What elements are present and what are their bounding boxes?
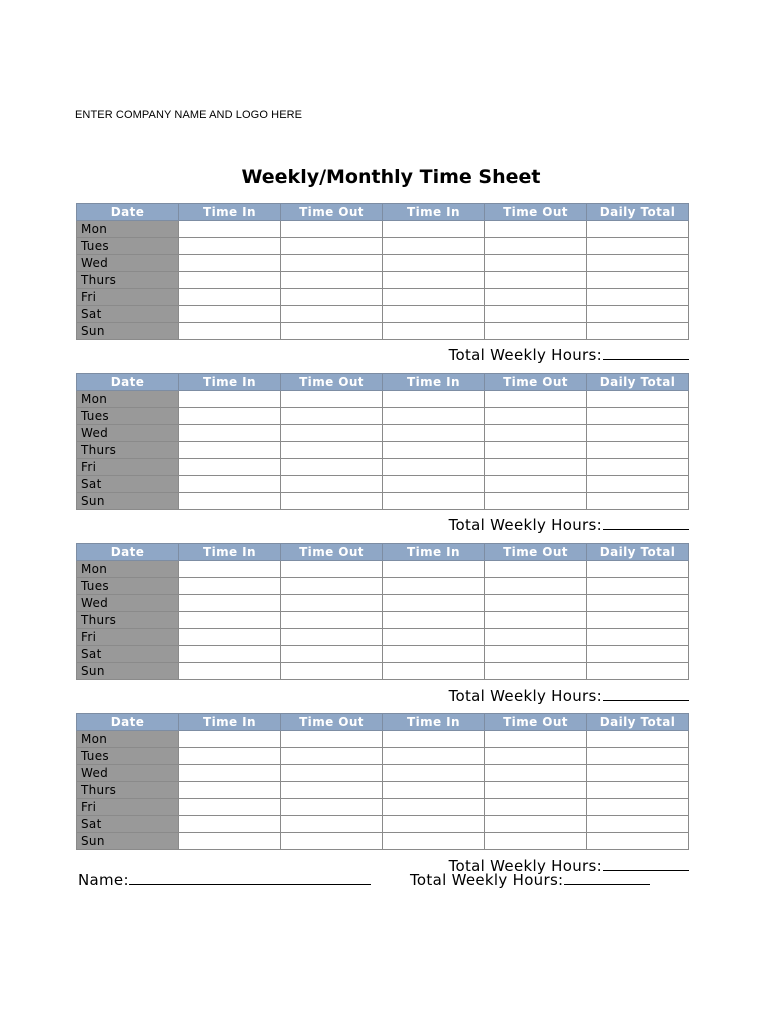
time-cell[interactable] xyxy=(383,646,485,663)
column-header: Time Out xyxy=(281,374,383,391)
footer-total-label: Total Weekly Hours: xyxy=(410,871,564,889)
column-header: Time Out xyxy=(281,544,383,561)
time-cell[interactable] xyxy=(587,612,689,629)
day-label: Tues xyxy=(77,408,179,425)
time-cell[interactable] xyxy=(485,816,587,833)
header-row xyxy=(77,714,689,731)
week-table-1 xyxy=(76,203,689,340)
time-cell[interactable] xyxy=(281,663,383,680)
day-label: Sun xyxy=(77,833,179,850)
name-label: Name: xyxy=(78,871,129,889)
time-cell[interactable] xyxy=(281,782,383,799)
time-cell[interactable] xyxy=(383,391,485,408)
time-cell[interactable] xyxy=(383,493,485,510)
time-cell[interactable] xyxy=(281,442,383,459)
week-table-3 xyxy=(76,543,689,680)
time-cell[interactable] xyxy=(587,221,689,238)
time-cell[interactable] xyxy=(281,765,383,782)
table-row xyxy=(77,391,689,408)
time-cell[interactable] xyxy=(383,782,485,799)
column-header: Time Out xyxy=(485,204,587,221)
time-cell[interactable] xyxy=(485,408,587,425)
time-cell[interactable] xyxy=(179,425,281,442)
day-label: Wed xyxy=(77,595,179,612)
time-cell[interactable] xyxy=(281,391,383,408)
table-row xyxy=(77,255,689,272)
time-cell[interactable] xyxy=(383,425,485,442)
column-header: Date xyxy=(77,544,179,561)
table-row xyxy=(77,221,689,238)
time-cell[interactable] xyxy=(587,255,689,272)
time-cell[interactable] xyxy=(485,272,587,289)
table-row xyxy=(77,578,689,595)
name-field[interactable] xyxy=(129,870,371,885)
time-cell[interactable] xyxy=(485,629,587,646)
time-cell[interactable] xyxy=(383,442,485,459)
table-row xyxy=(77,782,689,799)
time-table xyxy=(76,713,689,850)
time-cell[interactable] xyxy=(587,646,689,663)
page-title: Weekly/Monthly Time Sheet xyxy=(241,166,541,188)
time-cell[interactable] xyxy=(587,238,689,255)
column-header: Time In xyxy=(383,714,485,731)
time-cell[interactable] xyxy=(281,221,383,238)
column-header: Daily Total xyxy=(587,204,689,221)
time-cell[interactable] xyxy=(383,408,485,425)
time-cell[interactable] xyxy=(485,748,587,765)
time-cell[interactable] xyxy=(383,255,485,272)
day-label: Wed xyxy=(77,255,179,272)
time-cell[interactable] xyxy=(587,765,689,782)
weekly-total-label: Total Weekly Hours: xyxy=(448,346,602,364)
time-cell[interactable] xyxy=(587,578,689,595)
column-header: Time Out xyxy=(485,374,587,391)
time-cell[interactable] xyxy=(179,816,281,833)
footer-total xyxy=(410,870,650,889)
time-cell[interactable] xyxy=(587,629,689,646)
weekly-total-label: Total Weekly Hours: xyxy=(448,516,602,534)
time-cell[interactable] xyxy=(179,238,281,255)
time-cell[interactable] xyxy=(281,459,383,476)
column-header: Daily Total xyxy=(587,374,689,391)
time-table xyxy=(76,373,689,510)
time-cell[interactable] xyxy=(179,272,281,289)
time-cell[interactable] xyxy=(485,578,587,595)
time-cell[interactable] xyxy=(281,578,383,595)
table-row xyxy=(77,595,689,612)
table-row xyxy=(77,663,689,680)
time-cell[interactable] xyxy=(485,493,587,510)
table-row xyxy=(77,425,689,442)
time-cell[interactable] xyxy=(179,782,281,799)
time-cell[interactable] xyxy=(179,561,281,578)
time-cell[interactable] xyxy=(485,391,587,408)
time-cell[interactable] xyxy=(587,816,689,833)
day-label: Sat xyxy=(77,306,179,323)
day-label: Sat xyxy=(77,646,179,663)
column-header: Time Out xyxy=(485,714,587,731)
column-header: Date xyxy=(77,374,179,391)
weekly-total-field[interactable] xyxy=(603,345,689,360)
header-row xyxy=(77,544,689,561)
day-label: Fri xyxy=(77,799,179,816)
time-cell[interactable] xyxy=(587,306,689,323)
table-row xyxy=(77,289,689,306)
header-row xyxy=(77,204,689,221)
time-cell[interactable] xyxy=(179,323,281,340)
time-cell[interactable] xyxy=(281,306,383,323)
time-cell[interactable] xyxy=(281,629,383,646)
time-cell[interactable] xyxy=(383,663,485,680)
day-label: Mon xyxy=(77,221,179,238)
day-label: Fri xyxy=(77,289,179,306)
day-label: Mon xyxy=(77,391,179,408)
day-label: Thurs xyxy=(77,612,179,629)
company-placeholder: ENTER COMPANY NAME AND LOGO HERE xyxy=(75,109,303,121)
table-row xyxy=(77,731,689,748)
time-cell[interactable] xyxy=(383,833,485,850)
time-cell[interactable] xyxy=(587,425,689,442)
time-cell[interactable] xyxy=(281,646,383,663)
day-label: Wed xyxy=(77,425,179,442)
time-cell[interactable] xyxy=(281,323,383,340)
time-cell[interactable] xyxy=(383,629,485,646)
weekly-total-label: Total Weekly Hours: xyxy=(448,857,602,875)
table-row xyxy=(77,612,689,629)
weekly-total xyxy=(389,515,689,534)
table-row xyxy=(77,459,689,476)
time-cell[interactable] xyxy=(383,306,485,323)
time-cell[interactable] xyxy=(587,595,689,612)
time-cell[interactable] xyxy=(485,306,587,323)
time-cell[interactable] xyxy=(383,289,485,306)
table-row xyxy=(77,442,689,459)
time-cell[interactable] xyxy=(383,765,485,782)
weekly-total-field[interactable] xyxy=(603,515,689,530)
weekly-total-label: Total Weekly Hours: xyxy=(448,687,602,705)
time-cell[interactable] xyxy=(383,272,485,289)
day-label: Mon xyxy=(77,731,179,748)
column-header: Time In xyxy=(179,714,281,731)
table-row xyxy=(77,765,689,782)
column-header: Date xyxy=(77,714,179,731)
time-cell[interactable] xyxy=(587,663,689,680)
time-cell[interactable] xyxy=(179,578,281,595)
time-cell[interactable] xyxy=(281,748,383,765)
time-table xyxy=(76,203,689,340)
day-label: Thurs xyxy=(77,442,179,459)
time-cell[interactable] xyxy=(383,816,485,833)
column-header: Time In xyxy=(179,544,281,561)
time-cell[interactable] xyxy=(179,663,281,680)
day-label: Fri xyxy=(77,459,179,476)
time-cell[interactable] xyxy=(179,765,281,782)
time-cell[interactable] xyxy=(587,748,689,765)
time-cell[interactable] xyxy=(485,476,587,493)
day-label: Sun xyxy=(77,663,179,680)
time-cell[interactable] xyxy=(485,612,587,629)
time-cell[interactable] xyxy=(383,595,485,612)
day-label: Wed xyxy=(77,765,179,782)
table-row xyxy=(77,238,689,255)
table-row xyxy=(77,799,689,816)
week-table-4 xyxy=(76,713,689,850)
day-label: Mon xyxy=(77,561,179,578)
table-row xyxy=(77,408,689,425)
time-cell[interactable] xyxy=(179,459,281,476)
table-row xyxy=(77,748,689,765)
time-cell[interactable] xyxy=(383,578,485,595)
footer xyxy=(78,870,688,889)
time-cell[interactable] xyxy=(485,663,587,680)
day-label: Sat xyxy=(77,816,179,833)
time-cell[interactable] xyxy=(179,612,281,629)
time-cell[interactable] xyxy=(281,425,383,442)
time-cell[interactable] xyxy=(383,476,485,493)
time-cell[interactable] xyxy=(587,323,689,340)
time-cell[interactable] xyxy=(383,221,485,238)
time-cell[interactable] xyxy=(485,595,587,612)
day-label: Fri xyxy=(77,629,179,646)
time-cell[interactable] xyxy=(485,731,587,748)
column-header: Time In xyxy=(179,204,281,221)
table-row xyxy=(77,646,689,663)
time-cell[interactable] xyxy=(587,289,689,306)
time-cell[interactable] xyxy=(485,425,587,442)
time-cell[interactable] xyxy=(179,629,281,646)
time-cell[interactable] xyxy=(485,833,587,850)
column-header: Date xyxy=(77,204,179,221)
column-header: Daily Total xyxy=(587,714,689,731)
time-cell[interactable] xyxy=(587,731,689,748)
table-row xyxy=(77,493,689,510)
time-cell[interactable] xyxy=(383,459,485,476)
time-cell[interactable] xyxy=(281,476,383,493)
time-cell[interactable] xyxy=(281,272,383,289)
weekly-total-field[interactable] xyxy=(603,856,689,871)
time-table xyxy=(76,543,689,680)
time-cell[interactable] xyxy=(587,493,689,510)
column-header: Time Out xyxy=(485,544,587,561)
time-cell[interactable] xyxy=(485,561,587,578)
time-cell[interactable] xyxy=(179,833,281,850)
footer-total-field[interactable] xyxy=(564,870,650,885)
time-cell[interactable] xyxy=(485,255,587,272)
time-cell[interactable] xyxy=(587,442,689,459)
time-cell[interactable] xyxy=(485,442,587,459)
time-cell[interactable] xyxy=(281,493,383,510)
time-cell[interactable] xyxy=(281,408,383,425)
time-cell[interactable] xyxy=(281,799,383,816)
time-cell[interactable] xyxy=(281,289,383,306)
day-label: Sun xyxy=(77,323,179,340)
time-cell[interactable] xyxy=(485,323,587,340)
table-row xyxy=(77,816,689,833)
column-header: Time In xyxy=(383,374,485,391)
table-row xyxy=(77,561,689,578)
time-cell[interactable] xyxy=(179,646,281,663)
time-cell[interactable] xyxy=(281,255,383,272)
time-cell[interactable] xyxy=(587,833,689,850)
time-cell[interactable] xyxy=(179,748,281,765)
table-row xyxy=(77,629,689,646)
time-cell[interactable] xyxy=(587,459,689,476)
time-cell[interactable] xyxy=(383,748,485,765)
time-cell[interactable] xyxy=(485,459,587,476)
column-header: Daily Total xyxy=(587,544,689,561)
day-label: Tues xyxy=(77,238,179,255)
time-cell[interactable] xyxy=(179,799,281,816)
day-label: Sun xyxy=(77,493,179,510)
time-cell[interactable] xyxy=(587,408,689,425)
time-cell[interactable] xyxy=(281,833,383,850)
time-cell[interactable] xyxy=(179,221,281,238)
time-cell[interactable] xyxy=(383,323,485,340)
day-label: Sat xyxy=(77,476,179,493)
time-cell[interactable] xyxy=(587,272,689,289)
column-header: Time In xyxy=(383,204,485,221)
table-row xyxy=(77,476,689,493)
header-row xyxy=(77,374,689,391)
time-cell[interactable] xyxy=(383,238,485,255)
time-cell[interactable] xyxy=(179,289,281,306)
time-cell[interactable] xyxy=(281,612,383,629)
weekly-total xyxy=(389,686,689,705)
time-cell[interactable] xyxy=(587,782,689,799)
week-table-2 xyxy=(76,373,689,510)
time-cell[interactable] xyxy=(179,391,281,408)
time-cell[interactable] xyxy=(383,799,485,816)
time-cell[interactable] xyxy=(485,221,587,238)
day-label: Thurs xyxy=(77,272,179,289)
time-cell[interactable] xyxy=(281,731,383,748)
day-label: Tues xyxy=(77,748,179,765)
table-row xyxy=(77,833,689,850)
time-cell[interactable] xyxy=(281,595,383,612)
time-cell[interactable] xyxy=(179,731,281,748)
column-header: Time In xyxy=(179,374,281,391)
day-label: Tues xyxy=(77,578,179,595)
time-cell[interactable] xyxy=(383,612,485,629)
time-cell[interactable] xyxy=(485,799,587,816)
time-cell[interactable] xyxy=(179,442,281,459)
column-header: Time Out xyxy=(281,714,383,731)
time-cell[interactable] xyxy=(485,646,587,663)
time-cell[interactable] xyxy=(281,816,383,833)
table-row xyxy=(77,306,689,323)
time-cell[interactable] xyxy=(179,306,281,323)
time-cell[interactable] xyxy=(179,408,281,425)
time-cell[interactable] xyxy=(179,255,281,272)
time-cell[interactable] xyxy=(485,238,587,255)
time-cell[interactable] xyxy=(281,561,383,578)
time-cell[interactable] xyxy=(383,561,485,578)
time-cell[interactable] xyxy=(179,493,281,510)
time-cell[interactable] xyxy=(587,561,689,578)
weekly-total xyxy=(389,345,689,364)
time-cell[interactable] xyxy=(587,476,689,493)
time-cell[interactable] xyxy=(281,238,383,255)
time-cell[interactable] xyxy=(587,799,689,816)
time-cell[interactable] xyxy=(485,765,587,782)
time-cell[interactable] xyxy=(179,595,281,612)
table-row xyxy=(77,272,689,289)
time-cell[interactable] xyxy=(587,391,689,408)
weekly-total-field[interactable] xyxy=(603,686,689,701)
time-cell[interactable] xyxy=(179,476,281,493)
table-row xyxy=(77,323,689,340)
time-cell[interactable] xyxy=(485,782,587,799)
time-cell[interactable] xyxy=(485,289,587,306)
column-header: Time In xyxy=(383,544,485,561)
time-cell[interactable] xyxy=(383,731,485,748)
day-label: Thurs xyxy=(77,782,179,799)
column-header: Time Out xyxy=(281,204,383,221)
